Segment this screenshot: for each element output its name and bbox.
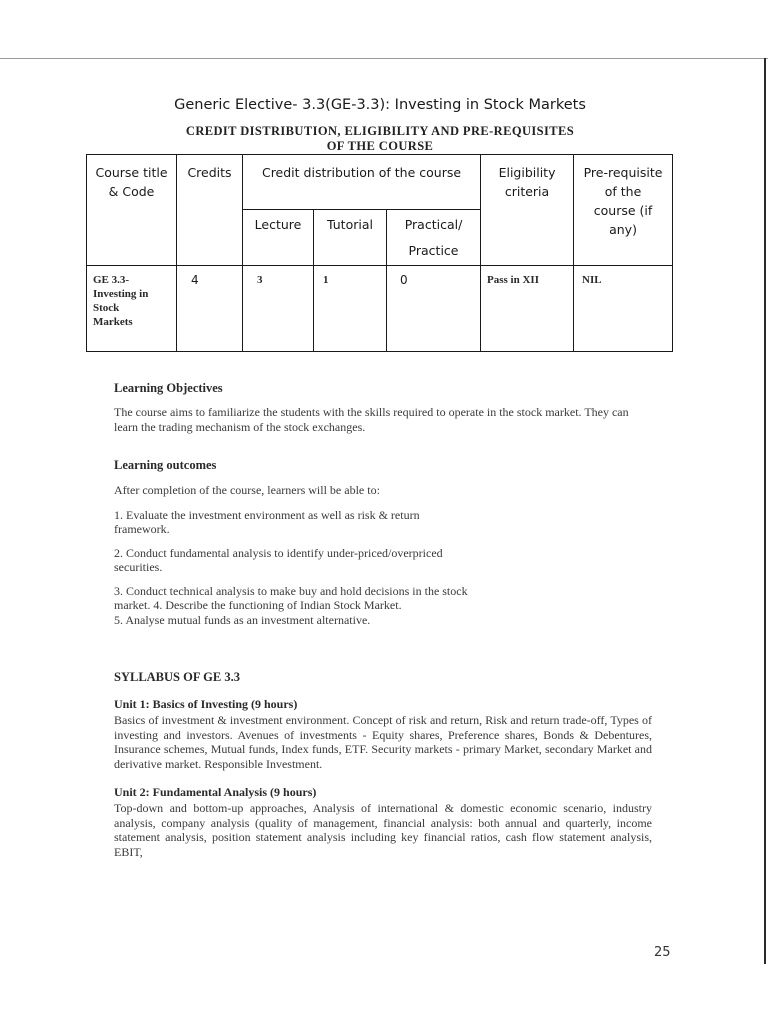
- learning-outcomes-section: [114, 458, 652, 627]
- document-title: Generic Elective- 3.3(GE-3.3): Investing in Stock Markets: [174, 97, 586, 113]
- learning-outcomes-heading: Learning outcomes: [114, 458, 217, 472]
- unit-2-text: Top-down and bottom-up approaches, Analysis of international & domestic economic scenario, industry analysis, company analysis (quality of management, financial analysis: both annual and quarterly, income statement analysis, position statement analysis including key financial ratios, cash flow statement analysis, EBIT,: [114, 801, 652, 859]
- cell-prerequisite: NIL: [574, 266, 673, 352]
- cell-credits: 4: [177, 266, 243, 352]
- cell-course-code: GE 3.3- Investing in Stock Markets: [87, 266, 177, 352]
- header-credits: Credits: [177, 155, 243, 266]
- learning-objectives-heading: Learning Objectives: [114, 381, 223, 395]
- outcome-3-line-2: market. 4. Describe the functioning of Indian Stock Market.: [114, 598, 402, 612]
- header-credit-distribution: Credit distribution of the course: [243, 155, 481, 210]
- list-item: [114, 584, 652, 628]
- header-practical: Practical/ Practice: [387, 210, 481, 266]
- unit-2-heading: Unit 2: Fundamental Analysis (9 hours): [114, 785, 317, 799]
- syllabus-heading: SYLLABUS OF GE 3.3: [114, 670, 240, 684]
- unit-1-heading: Unit 1: Basics of Investing (9 hours): [114, 697, 298, 711]
- table-row: [87, 266, 673, 352]
- cell-practical: 0: [387, 266, 481, 352]
- page-right-border: [764, 58, 766, 964]
- header-eligibility: Eligibility criteria: [481, 155, 574, 266]
- page-top-border: [0, 58, 768, 59]
- syllabus-section: [114, 670, 652, 859]
- subtitle-line-2: OF THE COURSE: [326, 139, 434, 153]
- outcome-2-line-2: securities.: [114, 560, 163, 574]
- cell-eligibility: Pass in XII: [481, 266, 574, 352]
- learning-outcomes-intro: After completion of the course, learners will be able to:: [114, 483, 380, 497]
- learning-objectives-section: [114, 381, 652, 434]
- outcome-2-line-1: 2. Conduct fundamental analysis to identify under-priced/overpriced: [114, 545, 443, 560]
- unit-1-text: Basics of investment & investment environment. Concept of risk and return, Risk and return trade-off, Types of investing and investors. Avenues of investments - Equity shares, Preference shares, Bonds & Debentures, Insurance schemes, Mutual funds, Index funds, ETF. Security markets - primary Market, secondary Market and derivative market. Responsible Investment.: [114, 713, 652, 771]
- table-header-row: [87, 155, 673, 210]
- section-subtitle: [0, 124, 760, 154]
- header-lecture: Lecture: [243, 210, 314, 266]
- credit-distribution-table: [86, 154, 673, 352]
- cell-lecture: 3: [243, 266, 314, 352]
- outcome-1-line-1: 1. Evaluate the investment environment as well as risk & return: [114, 507, 420, 522]
- header-prerequisite: Pre-requisite of the course (if any): [574, 155, 673, 266]
- subtitle-line-1: CREDIT DISTRIBUTION, ELIGIBILITY AND PRE-REQUISITES: [185, 124, 575, 138]
- outcome-5: 5. Analyse mutual funds as an investment alternative.: [114, 612, 371, 627]
- header-course-title: Course title & Code: [87, 155, 177, 266]
- outcome-1-line-2: framework.: [114, 522, 170, 536]
- cell-tutorial: 1: [314, 266, 387, 352]
- list-item: [114, 508, 652, 537]
- page-number: 25: [654, 945, 671, 960]
- learning-objectives-text: The course aims to familiarize the students with the skills required to operate in the stock market. They can learn the trading mechanism of the stock exchanges.: [114, 405, 629, 434]
- header-tutorial: Tutorial: [314, 210, 387, 266]
- outcome-3-line-1: 3. Conduct technical analysis to make buy and hold decisions in the stock: [114, 583, 468, 598]
- list-item: [114, 546, 652, 575]
